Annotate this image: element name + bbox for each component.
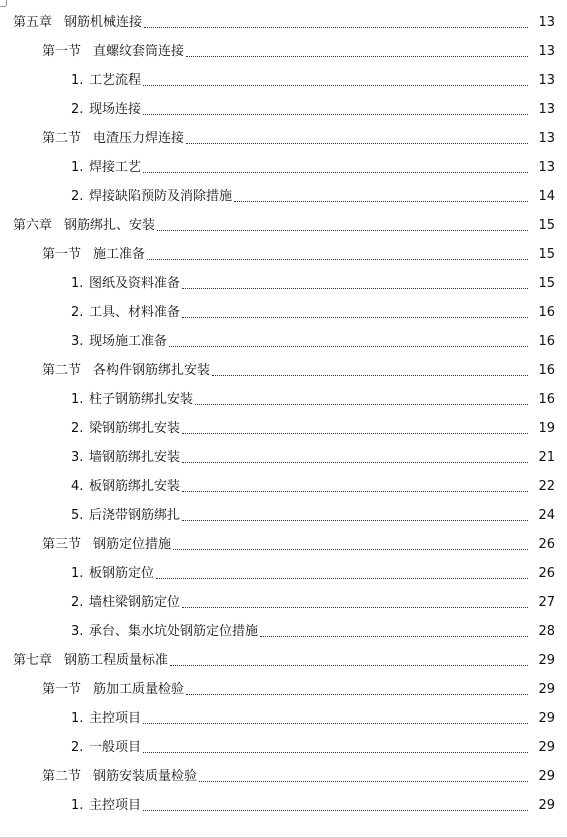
toc-entry-number: 第三节 (42, 536, 82, 552)
dot-leader (147, 258, 528, 260)
toc-entry[interactable] (0, 414, 567, 443)
toc-entry-number: 1. (71, 275, 84, 291)
toc-entry-number: 1. (71, 159, 84, 175)
toc-entry[interactable] (0, 327, 567, 356)
toc-entry-page-number: 29 (538, 797, 555, 813)
toc-entry-number: 1. (71, 797, 84, 813)
toc-entry-number: 2. (71, 594, 84, 610)
toc-entry-title: 工具、材料准备 (89, 304, 181, 320)
dot-leader (186, 693, 528, 695)
toc-entry-title: 墙柱梁钢筋定位 (89, 594, 181, 610)
toc-entry-page-number: 16 (538, 362, 555, 378)
toc-entry-title: 板钢筋定位 (89, 565, 155, 581)
toc-entry-page-number: 27 (538, 594, 555, 610)
dot-leader (143, 722, 528, 724)
toc-entry-page-number: 29 (538, 681, 555, 697)
toc-entry-title: 图纸及资料准备 (89, 275, 181, 291)
dot-leader (182, 461, 528, 463)
toc-entry-title: 承台、集水坑处钢筋定位措施 (89, 623, 259, 639)
toc-entry[interactable] (0, 675, 567, 704)
toc-entry-page-number: 28 (538, 623, 555, 639)
toc-entry-number: 3. (71, 449, 84, 465)
dot-leader (195, 403, 528, 405)
dot-leader (169, 345, 528, 347)
toc-entry[interactable] (0, 791, 567, 820)
dot-leader (157, 229, 528, 231)
toc-entry-page-number: 13 (538, 101, 555, 117)
toc-entry[interactable] (0, 617, 567, 646)
toc-entry-title: 焊接工艺 (89, 159, 142, 175)
toc-entry-number: 1. (71, 710, 84, 726)
toc-entry-page-number: 13 (538, 72, 555, 88)
toc-entry-title: 电渣压力焊连接 (93, 130, 185, 146)
toc-entry[interactable] (0, 298, 567, 327)
dot-leader (173, 548, 528, 550)
toc-entry-number: 3. (71, 333, 84, 349)
toc-entry-title: 工艺流程 (89, 72, 142, 88)
toc-entry-number: 2. (71, 739, 84, 755)
toc-entry-number: 第二节 (42, 130, 82, 146)
toc-entry-title: 焊接缺陷预防及消除措施 (89, 188, 233, 204)
toc-entry-page-number: 24 (538, 507, 555, 523)
toc-entry-title: 施工准备 (93, 246, 146, 262)
toc-entry-title: 主控项目 (89, 710, 142, 726)
toc-entry-number: 2. (71, 101, 84, 117)
toc-entry[interactable] (0, 95, 567, 124)
toc-entry[interactable] (0, 559, 567, 588)
toc-entry-title: 墙钢筋绑扎安装 (89, 449, 181, 465)
toc-entry-page-number: 14 (538, 188, 555, 204)
crop-mark (6, 0, 7, 6)
toc-entry-page-number: 29 (538, 652, 555, 668)
dot-leader (182, 519, 528, 521)
toc-entry[interactable] (0, 182, 567, 211)
toc-entry-title: 各构件钢筋绑扎安装 (93, 362, 211, 378)
toc-entry-page-number: 26 (538, 536, 555, 552)
toc-entry-page-number: 13 (538, 130, 555, 146)
toc-entry-page-number: 13 (538, 14, 555, 30)
toc-entry[interactable] (0, 501, 567, 530)
dot-leader (143, 84, 528, 86)
toc-entry-title: 筋加工质量检验 (93, 681, 185, 697)
dot-leader (143, 113, 528, 115)
toc-entry[interactable] (0, 211, 567, 240)
toc-entry[interactable] (0, 153, 567, 182)
toc-entry-page-number: 15 (538, 217, 555, 233)
toc-entry-number: 第五章 (13, 14, 53, 30)
dot-leader (234, 200, 528, 202)
toc-entry[interactable] (0, 704, 567, 733)
dot-leader (186, 55, 528, 57)
toc-entry-page-number: 15 (538, 246, 555, 262)
toc-entry-number: 1. (71, 391, 84, 407)
dot-leader (182, 606, 528, 608)
toc-entry-title: 钢筋工程质量标准 (64, 652, 169, 668)
toc-entry[interactable] (0, 124, 567, 153)
toc-entry[interactable] (0, 762, 567, 791)
toc-entry-title: 梁钢筋绑扎安装 (89, 420, 181, 436)
toc-entry-title: 后浇带钢筋绑扎 (89, 507, 181, 523)
dot-leader (212, 374, 528, 376)
toc-entry[interactable] (0, 646, 567, 675)
toc-entry-page-number: 16 (538, 391, 555, 407)
dot-leader (182, 316, 528, 318)
dot-leader (143, 751, 528, 753)
toc-entry-number: 2. (71, 304, 84, 320)
toc-entry[interactable] (0, 240, 567, 269)
toc-entry-page-number: 15 (538, 275, 555, 291)
toc-entry-page-number: 16 (538, 333, 555, 349)
toc-entry[interactable] (0, 37, 567, 66)
toc-entry-title: 钢筋安装质量检验 (93, 768, 198, 784)
toc-entry-title: 一般项目 (89, 739, 142, 755)
toc-entry-page-number: 22 (538, 478, 555, 494)
toc-entry[interactable] (0, 66, 567, 95)
toc-entry[interactable] (0, 443, 567, 472)
toc-entry-number: 1. (71, 72, 84, 88)
toc-entry-number: 第一节 (42, 43, 82, 59)
toc-entry-title: 主控项目 (89, 797, 142, 813)
dot-leader (143, 171, 528, 173)
toc-entry-number: 第六章 (13, 217, 53, 233)
toc-entry-number: 2. (71, 188, 84, 204)
toc-entry-page-number: 29 (538, 739, 555, 755)
toc-entry-number: 第七章 (13, 652, 53, 668)
dot-leader (143, 809, 528, 811)
toc-entry-page-number: 29 (538, 710, 555, 726)
toc-entry-title: 钢筋机械连接 (64, 14, 143, 30)
toc-entry-number: 第二节 (42, 768, 82, 784)
toc-entry-page-number: 13 (538, 159, 555, 175)
toc-entry[interactable] (0, 588, 567, 617)
toc-entry-title: 现场连接 (89, 101, 142, 117)
toc-entry-title: 直螺纹套筒连接 (93, 43, 185, 59)
toc-entry-number: 2. (71, 420, 84, 436)
toc-entry-number: 4. (71, 478, 84, 494)
toc-entry-title: 现场施工准备 (89, 333, 168, 349)
toc-entry-page-number: 16 (538, 304, 555, 320)
crop-mark (0, 6, 6, 7)
toc-entry-title: 钢筋绑扎、安装 (64, 217, 156, 233)
toc-entry[interactable] (0, 8, 567, 37)
table-of-contents (0, 8, 567, 820)
toc-entry[interactable] (0, 356, 567, 385)
dot-leader (199, 780, 528, 782)
dot-leader (182, 287, 528, 289)
toc-entry-number: 第二节 (42, 362, 82, 378)
toc-entry-page-number: 13 (538, 43, 555, 59)
toc-entry-title: 柱子钢筋绑扎安装 (89, 391, 194, 407)
dot-leader (156, 577, 528, 579)
toc-entry-title: 钢筋定位措施 (93, 536, 172, 552)
toc-entry-number: 1. (71, 565, 84, 581)
toc-entry-page-number: 19 (538, 420, 555, 436)
toc-entry[interactable] (0, 385, 567, 414)
toc-entry-page-number: 26 (538, 565, 555, 581)
toc-entry-page-number: 29 (538, 768, 555, 784)
dot-leader (182, 490, 528, 492)
dot-leader (182, 432, 528, 434)
toc-entry-title: 板钢筋绑扎安装 (89, 478, 181, 494)
toc-entry-number: 5. (71, 507, 84, 523)
dot-leader (186, 142, 528, 144)
toc-entry[interactable] (0, 733, 567, 762)
dot-leader (260, 635, 528, 637)
dot-leader (144, 26, 528, 28)
toc-entry-number: 3. (71, 623, 84, 639)
toc-entry-page-number: 21 (538, 449, 555, 465)
toc-entry[interactable] (0, 530, 567, 559)
toc-entry[interactable] (0, 472, 567, 501)
toc-entry-number: 第一节 (42, 681, 82, 697)
dot-leader (170, 664, 528, 666)
toc-entry[interactable] (0, 269, 567, 298)
toc-entry-number: 第一节 (42, 246, 82, 262)
